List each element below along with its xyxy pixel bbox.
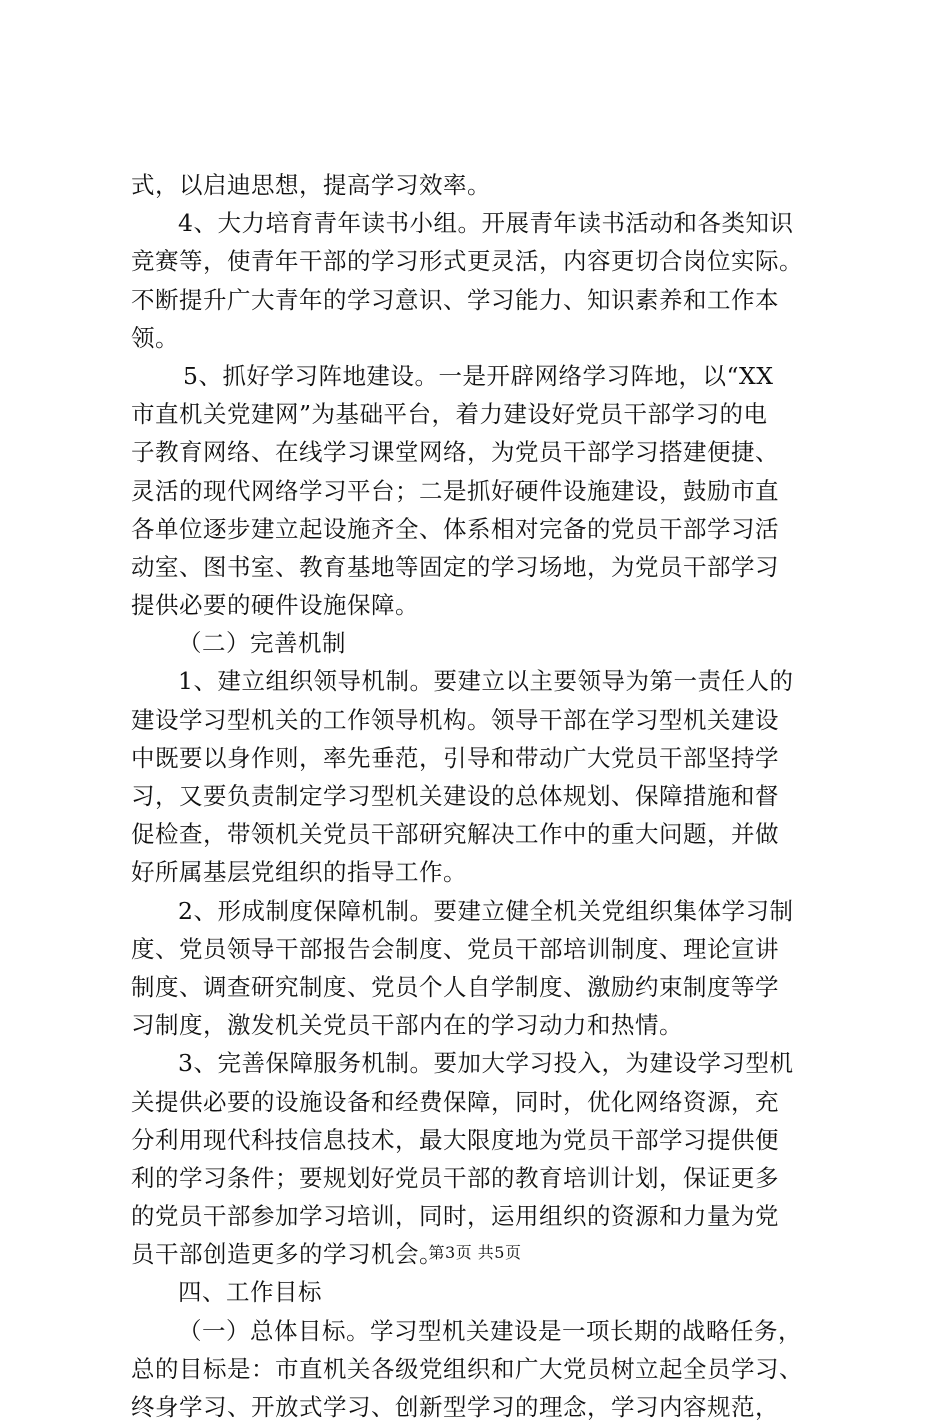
text-line: 总的目标是：市直机关各级党组织和广大党员树立起全员学习、: [131, 1354, 803, 1383]
text-line: 建设学习型机关的工作领导机构。领导干部在学习型机关建设: [131, 705, 779, 734]
text-line: 习制度，激发机关党员干部内在的学习动力和热情。: [131, 1011, 683, 1040]
text-line: 中既要以身作则，率先垂范，引导和带动广大党员干部坚持学: [131, 743, 779, 772]
text-line: 式，以启迪思想，提高学习效率。: [131, 171, 491, 199]
document-body: [131, 166, 841, 1426]
text-line: 制度、调查研究制度、党员个人自学制度、激励约束制度等学: [131, 972, 779, 1001]
text-line: 关提供必要的设施设备和经费保障，同时，优化网络资源，充: [131, 1087, 779, 1116]
text-line: 不断提升广大青年的学习意识、学习能力、知识素养和工作本: [131, 285, 779, 314]
text-line: 领。: [131, 323, 179, 352]
text-line: （一）总体目标。学习型机关建设是一项长期的战略任务，: [178, 1316, 802, 1345]
text-line: 分利用现代科技信息技术，最大限度地为党员干部学习提供便: [131, 1125, 779, 1154]
text-line: 4、大力培育青年读书小组。开展青年读书活动和各类知识: [178, 209, 794, 238]
text-line: 3、完善保障服务机制。要加大学习投入，为建设学习型机: [178, 1049, 794, 1078]
text-line: 习，又要负责制定学习型机关建设的总体规划、保障措施和督: [131, 782, 779, 810]
text-line: 利的学习条件；要规划好党员干部的教育培训计划，保证更多: [131, 1163, 779, 1192]
text-line: 各单位逐步建立起设施齐全、体系相对完备的党员干部学习活: [131, 514, 779, 543]
text-line: 市直机关党建网”为基础平台，着力建设好党员干部学习的电: [131, 400, 768, 429]
page-footer: 第3页 共5页: [428, 1243, 522, 1262]
text-line: 促检查，带领机关党员干部研究解决工作中的重大问题，并做: [131, 820, 779, 849]
text-line: 1、建立组织领导机制。要建立以主要领导为第一责任人的: [178, 667, 794, 696]
text-line: 四、工作目标: [178, 1278, 322, 1307]
text-line: 5、抓好学习阵地建设。一是开辟网络学习阵地，以“XX: [183, 361, 774, 390]
text-line: （二）完善机制: [178, 629, 346, 658]
text-line: 的党员干部参加学习培训，同时，运用组织的资源和力量为党: [131, 1202, 779, 1231]
text-line: 员干部创造更多的学习机会。: [131, 1240, 443, 1269]
text-line: 动室、图书室、教育基地等固定的学习场地，为党员干部学习: [131, 552, 779, 581]
text-line: 灵活的现代网络学习平台；二是抓好硬件设施建设，鼓励市直: [131, 476, 779, 505]
text-line: 2、形成制度保障机制。要建立健全机关党组织集体学习制: [178, 896, 794, 925]
text-line: 竞赛等，使青年干部的学习形式更灵活，内容更切合岗位实际。: [131, 247, 803, 276]
text-line: 终身学习、开放式学习、创新型学习的理念，学习内容规范，: [131, 1393, 779, 1421]
text-line: 子教育网络、在线学习课堂网络，为党员干部学习搭建便捷、: [131, 438, 779, 467]
text-line: 度、党员领导干部报告会制度、党员干部培训制度、理论宣讲: [131, 934, 779, 963]
text-line: 提供必要的硬件设施保障。: [131, 591, 419, 620]
text-line: 好所属基层党组织的指导工作。: [131, 858, 467, 887]
